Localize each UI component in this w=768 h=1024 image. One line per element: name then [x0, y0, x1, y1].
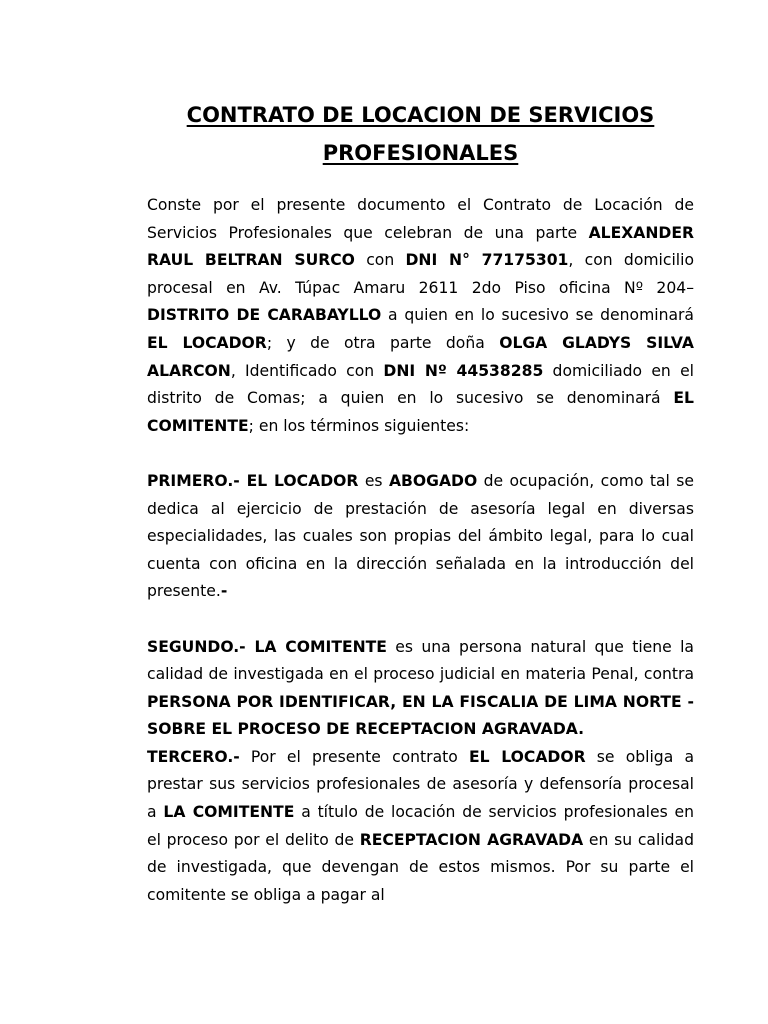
clause-tercero — [147, 744, 694, 910]
locador-district: DISTRITO DE CARABAYLLO — [147, 306, 382, 325]
primero-heading: PRIMERO.- EL LOCADOR — [147, 471, 359, 490]
tercero-heading: TERCERO.- — [147, 747, 240, 766]
comitente-dni: DNI Nº 44538285 — [383, 361, 544, 380]
clause-primero — [147, 468, 694, 606]
clause-segundo — [147, 634, 694, 744]
title-line-1-wrap — [147, 96, 694, 134]
document-title — [147, 96, 694, 172]
title-line-2-wrap — [147, 134, 694, 172]
segundo-heading: SEGUNDO.- LA COMITENTE — [147, 637, 387, 656]
locador-dni: DNI N° 77175301 — [405, 251, 569, 270]
comitente-label: EL COMITENTE — [147, 389, 694, 435]
tercero-text-2: se obliga a prestar sus servicios profesionales de asesoría y defensoría procesal a — [147, 747, 695, 822]
tercero-locador: EL LOCADOR — [469, 747, 586, 766]
tercero-comitente: LA COMITENTE — [163, 803, 295, 822]
primero-profession: ABOGADO — [388, 471, 478, 490]
tercero-text-3: a título de locación de servicios profesionales en el proceso por el delito de — [147, 803, 694, 849]
title-line-2: PROFESIONALES — [322, 141, 519, 165]
primero-text-1: es — [358, 471, 389, 490]
primero-dash: - — [220, 582, 228, 601]
intro-text-7: domiciliado en el distrito de Comas; a quien en lo sucesivo se denominará — [147, 361, 694, 408]
intro-text-3: , con domicilio procesal en Av. Túpac Amaru 2611 2do Piso oficina Nº 204– — [147, 251, 694, 297]
intro-text-4: a quien en lo sucesivo se denominará — [381, 306, 694, 325]
locador-label: EL LOCADOR — [147, 333, 267, 352]
tercero-crime: RECEPTACION AGRAVADA — [359, 830, 584, 849]
paragraph-gap — [147, 440, 694, 468]
locador-name: ALEXANDER RAUL BELTRAN SURCO — [147, 223, 694, 270]
intro-text-8: ; en los términos siguientes: — [248, 416, 470, 435]
document-body — [147, 192, 694, 909]
title-line-1: CONTRATO DE LOCACION DE SERVICIOS — [186, 103, 655, 127]
intro-text-1: Conste por el presente documento el Contrato de Locación de Servicios Profesionales que celebran de una parte — [147, 196, 694, 242]
tercero-text-4: en su calidad de investigada, que devengan de estos mismos. Por su parte el comitente se obliga a pagar al — [147, 830, 694, 904]
primero-text-2: de ocupación, como tal se dedica al ejercicio de prestación de asesoría legal en diversas especialidades, las cuales son propias del ámbito legal, para lo cual cuenta con oficina en la dirección señalada en la introducción del presente. — [147, 471, 694, 601]
comitente-name: OLGA GLADYS SILVA ALARCON — [147, 333, 694, 380]
document-page — [147, 96, 694, 909]
paragraph-gap — [147, 606, 694, 634]
segundo-text-1: es una persona natural que tiene la calidad de investigada en el proceso judicial en materia Penal, contra — [147, 637, 694, 684]
tercero-text-1: Por el presente contrato — [239, 747, 469, 766]
intro-text-2: con — [354, 251, 406, 270]
intro-paragraph — [147, 192, 694, 440]
intro-text-5: ; y de otra parte doña — [266, 333, 500, 352]
intro-text-6: , Identificado con — [230, 361, 384, 380]
segundo-case: PERSONA POR IDENTIFICAR, EN LA FISCALIA DE LIMA NORTE - SOBRE EL PROCESO DE RECEPTACION AGRAVADA. — [147, 692, 694, 739]
